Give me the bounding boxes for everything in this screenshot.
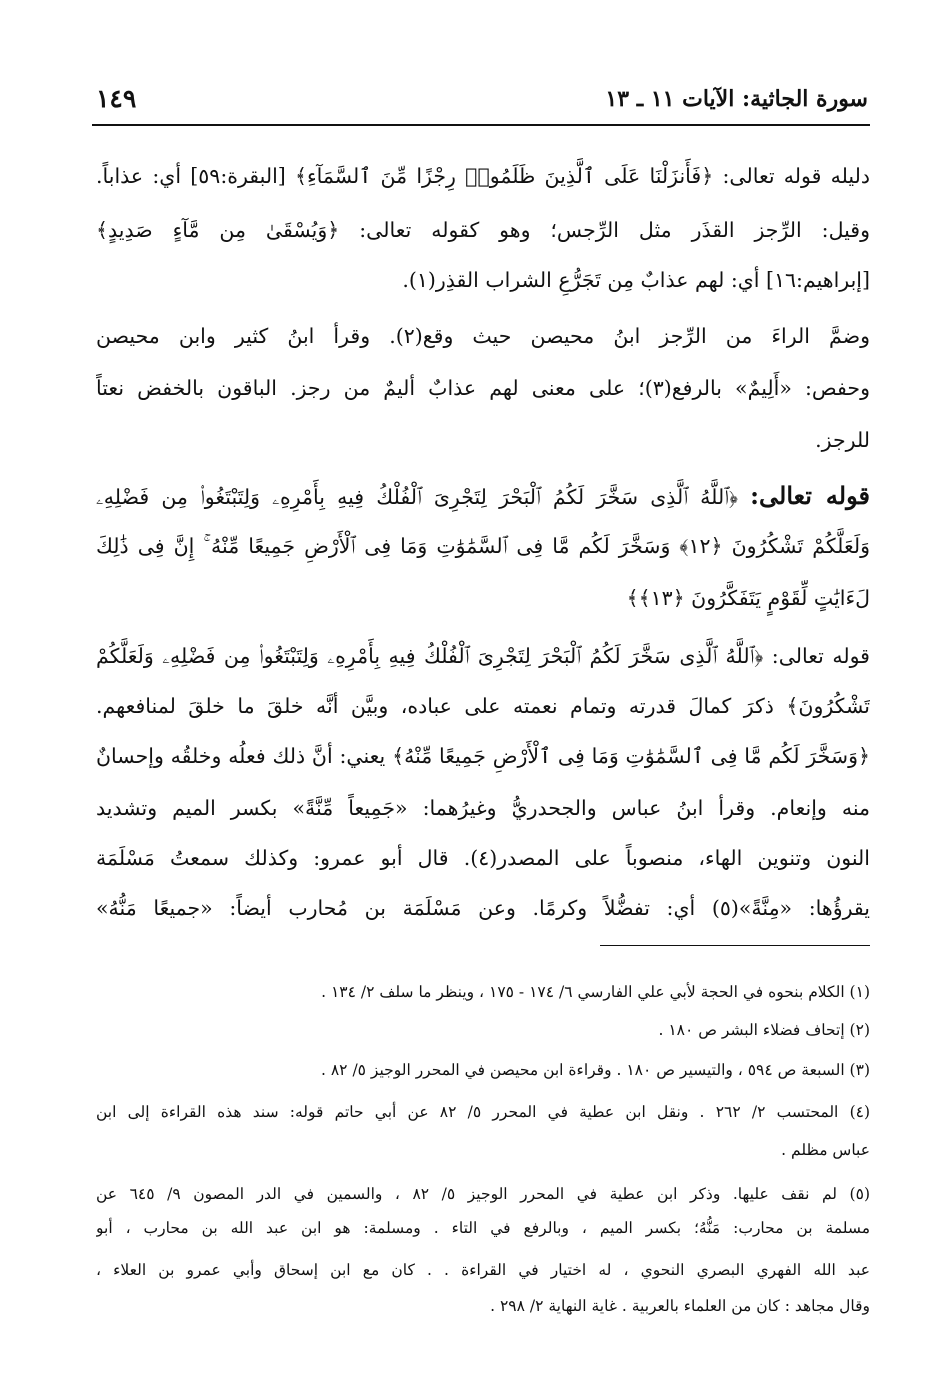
footnote-rule — [600, 945, 870, 946]
commentary-line: ﴿وَسَخَّرَ لَكُم مَّا فِى ٱلسَّمَٰوَٰتِ وَمَا فِى ٱلْأَرْضِ جَمِيعًا مِّنْهُ﴾ يعني: أنَّ ذلك فعلُه وخلقُه وإحسانٌ — [96, 744, 870, 768]
commentary-line: يقرؤُها: «مِنَّةً»(٥) أي: تفضُّلاً وكرمًا. وعن مَسْلَمَة بن مُحارب أيضاً: «جميعًا مَنُّهُ» — [96, 896, 870, 920]
body-line: وحفص: «أَلِيمٌ» بالرفع(٣)؛ على معنى لهم عذابٌ أليمٌ من رجز. الباقون بالخفض نعتاً — [96, 376, 870, 400]
running-header-title: سورة الجاثية: الآيات ١١ ـ ١٣ — [605, 86, 868, 112]
page-header — [96, 86, 868, 124]
footnote-line: (٣) السبعة ص ٥٩٤ ، والتيسير ص ١٨٠ . وقراءة ابن محيصن في المحرر الوجيز ٥/ ٨٢ . — [321, 1061, 870, 1079]
footnote-line: عبد الله الفهري البصري النحوي ، له اختيار في القراءة . . كان مع ابن إسحاق وأبي عمرو بن العلاء ، — [96, 1261, 870, 1279]
page-number: ١٤٩ — [96, 84, 137, 113]
footnote-line: (١) الكلام بنحوه في الحجة لأبي علي الفارسي ٦/ ١٧٤ - ١٧٥ ، وينظر ما سلف ٢/ ١٣٤ . — [321, 983, 870, 1001]
body-line: [إبراهيم:١٦] أي: لهم عذابٌ مِن تَجَرُّعِ الشراب القذِر(١). — [402, 268, 870, 292]
body-line: وضمَّ الراءَ من الرِّجز ابنُ محيصن حيث وقع(٢). وقرأ ابنُ كثير وابن محيصن — [96, 324, 870, 348]
commentary-line: النون وتنوين الهاء، منصوباً على المصدر(٤). قال أبو عمرو: وكذلك سمعتُ مَسْلَمَة — [96, 846, 870, 870]
body-line: وقيل: الرِّجز القذَر مثل الرِّجس؛ وهو كقوله تعالى: ﴿وَيُسْقَىٰ مِن مَّآءٍ صَدِيدٍ﴾ — [96, 218, 870, 242]
verse-text: ﴿ٱللَّهُ ٱلَّذِى سَخَّرَ لَكُمُ ٱلْبَحْرَ لِتَجْرِىَ ٱلْفُلْكُ فِيهِ بِأَمْرِهِۦ وَلِتَبْتَغُوا۟ مِن فَضْلِهِۦ — [96, 485, 738, 509]
footnote-line: مسلمة بن محارب: مَنُّهُ؛ بكسر الميم ، وبالرفع في التاء . ومسلمة: هو ابن عبد الله بن محارب ، أبو — [96, 1219, 870, 1237]
verse-line: لَءَايَٰتٍ لِّقَوْمٍ يَتَفَكَّرُونَ ﴿١٣﴾﴾ — [626, 586, 870, 610]
footnote-line: (٤) المحتسب ٢/ ٢٦٢ . ونقل ابن عطية في المحرر ٥/ ٨٢ عن أبي حاتم قوله: سند هذه القراءة إلى ابن — [96, 1103, 870, 1121]
verse-heading-label: قوله تعالى: — [750, 481, 870, 510]
body-line: دليله قوله تعالى: ﴿فَأَنزَلْنَا عَلَى ٱلَّذِينَ ظَلَمُوا۟ رِجْزًا مِّنَ ٱلسَّمَآءِ﴾ [البقرة:٥٩] أي: عذاباً. — [96, 164, 870, 188]
footnote-line: (٢) إتحاف فضلاء البشر ص ١٨٠ . — [658, 1021, 870, 1039]
commentary-line: منه وإنعام. وقرأ ابنُ عباس والجحدريُّ وغيرُهما: «جَمِيعاً مِّنَّةً» بكسر الميم وتشديد — [96, 796, 870, 820]
body-line: للرجز. — [815, 428, 870, 452]
commentary-line: تَشْكُرُونَ﴾ ذكرَ كمالَ قدرته وتمام نعمته على عباده، وبيَّن أنَّه خلقَ ما خلقَ لمنافعهم. — [96, 694, 870, 718]
verse-heading-line — [96, 478, 870, 516]
footnote-line: وقال مجاهد : كان من العلماء بالعربية . غاية النهاية ٢/ ٢٩٨ . — [490, 1297, 870, 1315]
commentary-line: قوله تعالى: ﴿ٱللَّهُ ٱلَّذِى سَخَّرَ لَكُمُ ٱلْبَحْرَ لِتَجْرِىَ ٱلْفُلْكُ فِيهِ بِأَمْرِهِۦ وَلِتَبْتَغُوا۟ مِن فَضْلِهِۦ وَلَعَلَّكُمْ — [96, 644, 870, 668]
verse-line: وَلَعَلَّكُمْ تَشْكُرُونَ ﴿١٢﴾ وَسَخَّرَ لَكُم مَّا فِى ٱلسَّمَٰوَٰتِ وَمَا فِى ٱلْأَرْضِ جَمِيعًا مِّنْهُ ۚ إِنَّ فِى ذَٰلِكَ — [96, 534, 870, 558]
footnote-line: عباس مظلم . — [781, 1141, 870, 1159]
header-rule — [92, 124, 870, 126]
footnote-line: (٥) لم نقف عليها. وذكر ابن عطية في المحرر الوجيز ٥/ ٨٢ ، والسمين في الدر المصون ٩/ ٦٤٥ عن — [96, 1185, 870, 1203]
